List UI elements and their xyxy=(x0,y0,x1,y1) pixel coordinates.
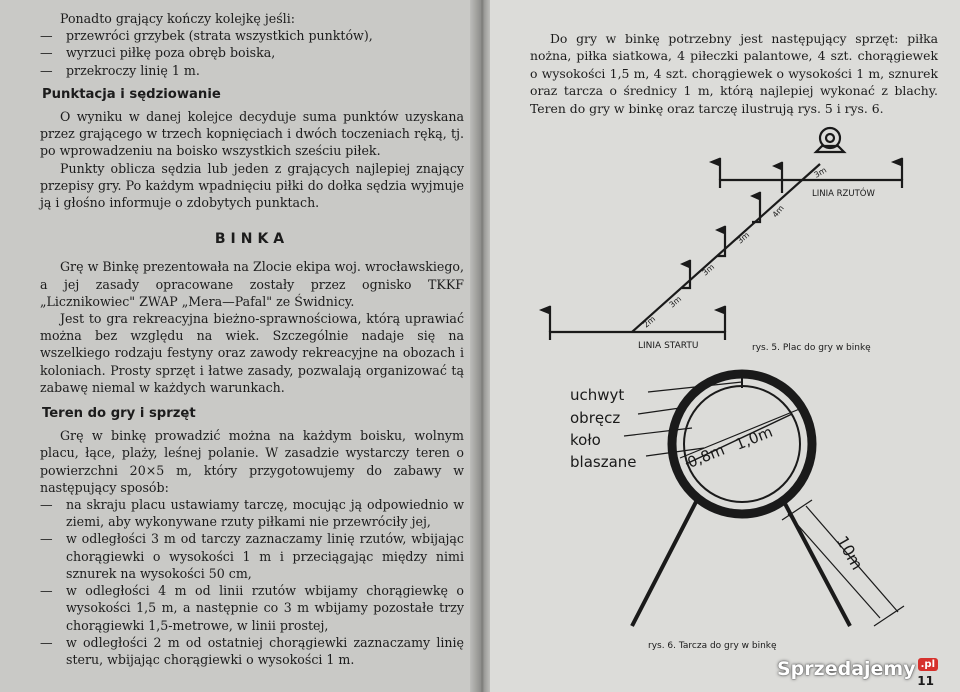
label-start-line: LINIA STARTU xyxy=(638,341,699,351)
figure-6-target-diagram xyxy=(520,368,940,688)
figure-5-caption: rys. 5. Plac do gry w binkę xyxy=(752,343,871,353)
dimension-outer: 1,0m xyxy=(732,422,776,454)
distance-label: 4m xyxy=(770,203,786,220)
scoring-paragraph-2: Punkty oblicza sędzia lub jeden z grających najlepiej znający przepisy gry. Po każdym wpadnięciu piłki do dołka sędzia wyjmuje ją i głośno informuje o zdobytych punktach. xyxy=(40,160,464,211)
terrain-item: — w odległości 2 m od ostatniej chorągiewki zaznaczamy linię steru, wbijając chorągiewki o wysokości 1 m. xyxy=(40,634,464,667)
distance-label: 3m xyxy=(735,230,752,246)
watermark: Sprzedajemy .pl xyxy=(777,658,938,680)
terrain-item: — na skraju placu ustawiamy tarczę, mocując ją odpowiednio w ziemi, aby wykonywane rzuty piłkami nie przewróciły jej, xyxy=(40,497,464,530)
figure-6-caption: rys. 6. Tarcza do gry w binkę xyxy=(648,641,777,651)
intro-item: — przewróci grzybek (strata wszystkich punktów), xyxy=(40,28,373,44)
dimension-inner: 0,8m xyxy=(684,440,728,472)
label-handle: uchwyt xyxy=(570,386,625,404)
intro-item: — wyrzuci piłkę poza obręb boiska, xyxy=(40,45,276,61)
terrain-paragraph: Grę w binkę prowadzić można na każdym boisku, wolnym placu, łące, plaży, leśnej polanie. W zasadzie wystarczy teren o powierzchni 20×5 m, który przygotowujemy do zabawy w następujący sposób: xyxy=(40,428,464,495)
title-binka: BINKA xyxy=(214,231,290,248)
distance-label: 3m xyxy=(812,165,829,180)
scoring-paragraph-1: O wyniku w danej kolejce decyduje suma punktów uzyskana przez grającego w trzech kopnięciach i dwóch toczeniach ręką, tj. po wprowadzeniu na boisko wszystkich sześciu piłek. xyxy=(40,109,464,159)
heading-terrain: Teren do gry i sprzęt xyxy=(42,406,196,422)
throw-line xyxy=(720,180,902,188)
page-number: 11 xyxy=(917,674,934,688)
figure-5-field-diagram xyxy=(520,118,940,368)
terrain-item: — w odległości 3 m od tarczy zaznaczamy linię rzutów, wbijając chorągiewki o wysokości 1 m i przeciągając między nimi sznurek na wysokości 50 cm, xyxy=(40,531,464,581)
dimension-height: 10m xyxy=(832,532,867,574)
figures xyxy=(520,118,940,678)
binka-paragraph-2: Jest to gra rekreacyjna bieżno-sprawnościowa, którą uprawiać można bez względu na wiek. Szczególnie nadaje się na wszelkiego rodzaju festyny oraz zawody rekreacyjne na obozach i koloniach. Prosty sprzęt i łatwe zasady, pozwalają organizować tą zabawę niemal w każdych warunkach. xyxy=(40,311,464,395)
distance-label: 3m xyxy=(700,262,717,278)
equipment-paragraph: Do gry w binkę potrzebny jest następujący sprzęt: piłka nożna, piłka siatkowa, 4 piłeczki palantowe, 4 szt. chorągiewek o wysokości 1,5 m, 4 szt. chorągiewek o wysokości 1 m, sznurek oraz tarcza o średnicy 1 m, którą najlepiej wykonać z blachy. Teren do gry w binkę oraz tarczę ilustrują rys. 5 i rys. 6. xyxy=(530,31,938,116)
start-line xyxy=(550,332,725,340)
label-metal: blaszane xyxy=(570,453,637,471)
binka-paragraph-1: Grę w Binkę prezentowała na Zlocie ekipa woj. wrocławskiego, a jej zasady opracowane zostały przez ognisko TKKF „Licznikowiec" ZWAP „Mera—Pafal" ze Świdnicy. xyxy=(40,259,464,309)
heading-scoring: Punktacja i sędziowanie xyxy=(42,86,221,102)
left-page xyxy=(0,0,478,692)
label-throw-line: LINIA RZUTÓW xyxy=(812,189,875,199)
intro-item: — przekroczy linię 1 m. xyxy=(40,62,200,78)
label-disc: koło xyxy=(570,431,601,449)
intro-text: Ponadto grający kończy kolejkę jeśli: xyxy=(60,11,295,26)
distance-label: 2m xyxy=(641,314,658,330)
distance-label: 3m xyxy=(667,294,684,310)
terrain-item: — w odległości 4 m od linii rzutów wbijamy chorągiewkę o wysokości 1,5 m, a następnie co 3 m wbijamy pozostałe trzy chorągiewki 1,5-metrowe, w linii prostej, xyxy=(40,583,464,633)
label-hoop: obręcz xyxy=(570,409,621,427)
